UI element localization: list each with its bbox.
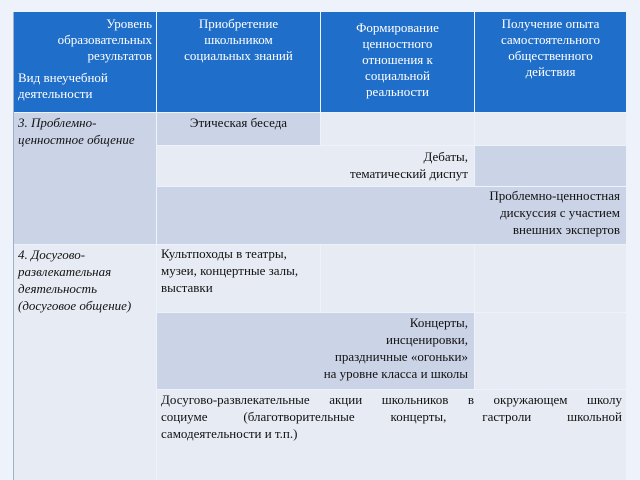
section2-row2-col3-empty (475, 313, 626, 389)
section1-row2-col3-empty (475, 146, 626, 186)
section1-discussion-cell: Проблемно-ценностная дискуссия с участием внешних экспертов (157, 187, 626, 244)
section1-ethical-talk-cell: Этическая беседа (157, 113, 320, 145)
section2-cultural-trips-cell: Культпоходы в театры, музеи, концертные залы, выставки (157, 245, 320, 312)
table-left-border (13, 12, 14, 480)
header-col2-value-attitude: Формирование ценностного отношения к социальной реальности (321, 12, 474, 112)
section1-label-cell: 3. Проблемно- ценностное общение (14, 113, 156, 244)
section1-row1-col3-empty (475, 113, 626, 145)
header-corner-cell (14, 12, 156, 112)
section2-concerts-cell: Концерты, инсценировки, праздничные «огоньки» на уровне класса и школы (157, 313, 474, 389)
corner-top-text: Уровень образовательных результатов (57, 16, 152, 63)
section1-debates-cell: Дебаты, тематический диспут (157, 146, 474, 186)
section2-leisure-actions-cell: Досугово-развлекательные акции школьников в окружающем школу социуме (благотворительные концерты, гастроли школьной самодеятельности и т.п.) (157, 390, 626, 480)
section2-row1-col2-empty (321, 245, 474, 312)
section2-label-cell: 4. Досугово- развлекательная деятельность (досуговое общение) (14, 245, 156, 480)
section1-row1-col2-empty (321, 113, 474, 145)
header-col3-social-action: Получение опыта самостоятельного общественного действия (475, 12, 626, 112)
section2-row1-col3-empty (475, 245, 626, 312)
header-col1-social-knowledge: Приобретение школьником социальных знаний (157, 12, 320, 112)
corner-bottom-text: Вид внеучебной деятельности (18, 70, 108, 101)
